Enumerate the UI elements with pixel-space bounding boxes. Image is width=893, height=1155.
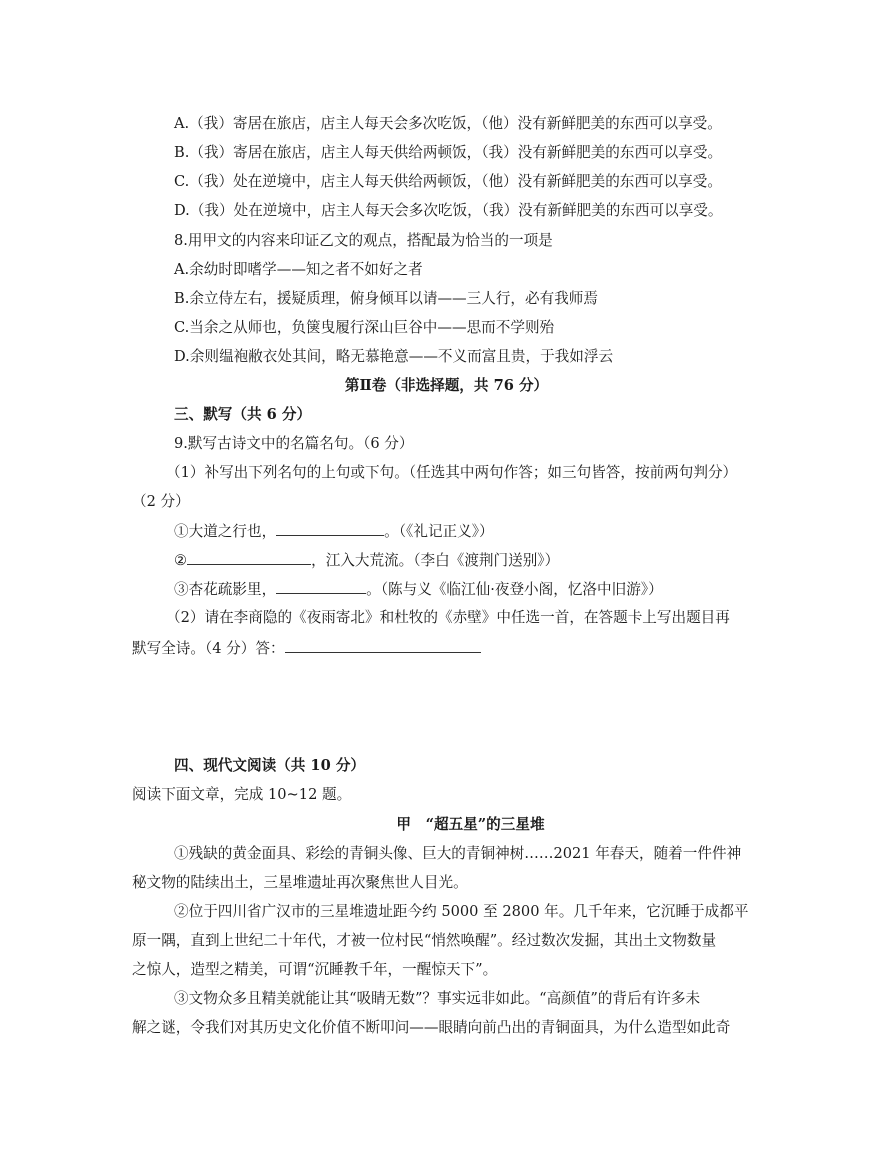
para3-line1: ③文物众多且精美就能让其“吸睛无数”？事实远非如此。“高颜值”的背后有许多未 [174, 990, 701, 1007]
para2-line1: ②位于四川省广汉市的三星堆遗址距今约 5000 至 2800 年。几千年来，它沉睡于成都平 [174, 903, 749, 920]
para2-line3: 之惊人，造型之精美，可谓“沉睡教千年，一醒惊天下”。 [132, 961, 498, 978]
part2-title: 第Ⅱ卷（非选择题，共 76 分） [344, 377, 549, 394]
para2-line2: 原一隅，直到上世纪二十年代，才被一位村民“悄然唤醒”。经过数次发掘，其出土文物数量 [132, 932, 717, 949]
sub2-prefix: 默写全诗。（4 分）答： [132, 640, 285, 657]
para1-line2: 秘文物的陆续出土，三星堆遗址再次聚焦世人目光。 [132, 874, 468, 891]
q8-option-a: A.余幼时即嗜学——知之者不如好之者 [174, 261, 423, 278]
section4-instruction: 阅读下面文章，完成 10~12 题。 [132, 786, 352, 803]
item3-prefix: ③杏花疏影里， [174, 581, 277, 598]
item3-answer-blank[interactable] [276, 579, 366, 594]
q8-option-c: C.当余之从师也，负箧曳履行深山巨谷中——思而不学则殆 [174, 319, 555, 336]
q9-item2 [174, 550, 559, 571]
item2-prefix: ② [174, 552, 188, 569]
article-title: 甲 “超五星”的三星堆 [396, 816, 545, 833]
item1-suffix: 。（《礼记正义》） [384, 523, 494, 540]
item3-suffix: 。（陈与义《临江仙·夜登小阁，忆洛中旧游》） [366, 581, 663, 598]
q7-option-a: A.（我）寄居在旅店，店主人每天会多次吃饭，（他）没有新鲜肥美的东西可以享受。 [174, 115, 722, 132]
para1-line1: ①残缺的黄金面具、彩绘的青铜头像、巨大的青铜神树……2021 年春天，随着一件件神 [174, 845, 742, 862]
section3-title: 三、默写（共 6 分） [174, 406, 312, 423]
q7-option-d: D.（我）处在逆境中，店主人每天会多次吃饭，（我）没有新鲜肥美的东西可以享受。 [174, 202, 723, 219]
item1-answer-blank[interactable] [276, 521, 384, 536]
item1-prefix: ①大道之行也， [174, 523, 277, 540]
q9-sub1-line1: （1）补写出下列名句的上句或下句。（任选其中两句作答；如三句皆答，按前两句判分） [166, 464, 738, 481]
sub2-answer-blank[interactable] [285, 638, 481, 653]
q9-stem: 9.默写古诗文中的名篇名句。（6 分） [174, 435, 414, 452]
section4-title: 四、现代文阅读（共 10 分） [174, 757, 366, 774]
q7-option-b: B.（我）寄居在旅店，店主人每天供给两顿饭，（我）没有新鲜肥美的东西可以享受。 [174, 144, 723, 161]
q8-option-b: B.余立侍左右，援疑质理，俯身倾耳以请——三人行，必有我师焉 [174, 290, 598, 307]
item2-answer-blank[interactable] [187, 550, 311, 565]
q9-item3 [174, 579, 663, 600]
q7-option-c: C.（我）处在逆境中，店主人每天供给两顿饭，（他）没有新鲜肥美的东西可以享受。 [174, 173, 722, 190]
q8-option-d: D.余则缊袍敝衣处其间，略无慕艳意——不义而富且贵，于我如浮云 [174, 348, 614, 365]
item2-suffix: ，江入大荒流。（李白《渡荆门送别》） [311, 552, 560, 569]
q9-sub1-line2: （2 分） [132, 493, 190, 510]
q8-stem: 8.用甲文的内容来印证乙文的观点，搭配最为恰当的一项是 [174, 232, 553, 249]
q9-item1 [174, 521, 494, 542]
q9-sub2-line2 [132, 638, 481, 659]
q9-sub2-line1: （2）请在李商隐的《夜雨寄北》和杜牧的《赤壁》中任选一首，在答题卡上写出题目再 [166, 609, 730, 626]
para3-line2: 解之谜，令我们对其历史文化价值不断叩问——眼睛向前凸出的青铜面具，为什么造型如此奇 [132, 1019, 731, 1036]
